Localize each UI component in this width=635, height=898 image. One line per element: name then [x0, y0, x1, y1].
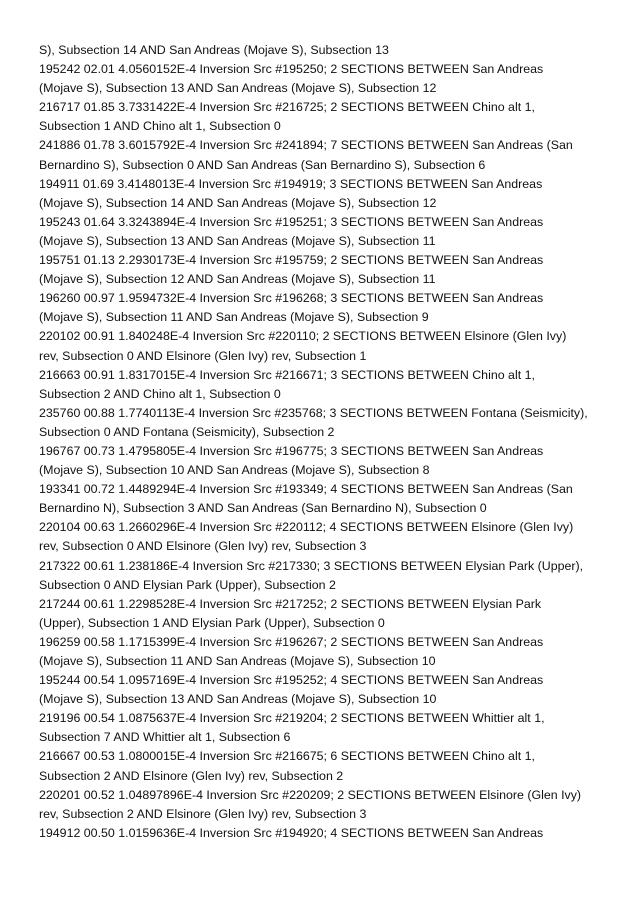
text-line: 193341 00.72 1.4489294E-4 Inversion Src #193349; 4 SECTIONS BETWEEN San Andreas (San: [39, 482, 573, 497]
text-line: (Mojave S), Subsection 13 AND San Andreas (Mojave S), Subsection 12: [39, 81, 437, 96]
text-line: 216717 01.85 3.7331422E-4 Inversion Src #216725; 2 SECTIONS BETWEEN Chino alt 1,: [39, 100, 535, 115]
text-line: Subsection 1 AND Chino alt 1, Subsection 0: [39, 119, 281, 134]
text-line: 196767 00.73 1.4795805E-4 Inversion Src #196775; 3 SECTIONS BETWEEN San Andreas: [39, 443, 544, 458]
text-line: 216663 00.91 1.8317015E-4 Inversion Src #216671; 3 SECTIONS BETWEEN Chino alt 1,: [39, 367, 535, 382]
text-line: 195244 00.54 1.0957169E-4 Inversion Src #195252; 4 SECTIONS BETWEEN San Andreas: [39, 673, 544, 688]
text-line: 194911 01.69 3.4148013E-4 Inversion Src #194919; 3 SECTIONS BETWEEN San Andreas: [39, 176, 543, 191]
text-line: (Mojave S), Subsection 10 AND San Andreas (Mojave S), Subsection 8: [39, 463, 430, 478]
text-line: Subsection 0 AND Elysian Park (Upper), Subsection 2: [39, 577, 336, 592]
text-line: (Mojave S), Subsection 11 AND San Andreas (Mojave S), Subsection 9: [39, 310, 429, 325]
text-line: 196260 00.97 1.9594732E-4 Inversion Src #196268; 3 SECTIONS BETWEEN San Andreas: [39, 291, 544, 306]
text-line: 217322 00.61 1.238186E-4 Inversion Src #217330; 3 SECTIONS BETWEEN Elysian Park (Upper),: [39, 558, 584, 573]
text-line: 195751 01.13 2.2930173E-4 Inversion Src #195759; 2 SECTIONS BETWEEN San Andreas: [39, 253, 544, 268]
text-line: 196259 00.58 1.1715399E-4 Inversion Src #196267; 2 SECTIONS BETWEEN San Andreas: [39, 634, 544, 649]
text-line: Subsection 7 AND Whittier alt 1, Subsection 6: [39, 730, 291, 745]
text-line: (Mojave S), Subsection 14 AND San Andreas (Mojave S), Subsection 12: [39, 195, 437, 210]
text-line: 194912 00.50 1.0159636E-4 Inversion Src #194920; 4 SECTIONS BETWEEN San Andreas: [39, 825, 544, 840]
text-line: (Upper), Subsection 1 AND Elysian Park (Upper), Subsection 0: [39, 615, 385, 630]
text-line: Bernardino N), Subsection 3 AND San Andreas (San Bernardino N), Subsection 0: [39, 501, 487, 516]
text-line: Subsection 0 AND Fontana (Seismicity), Subsection 2: [39, 424, 335, 439]
text-line: 195243 01.64 3.3243894E-4 Inversion Src #195251; 3 SECTIONS BETWEEN San Andreas: [39, 214, 544, 229]
text-line: (Mojave S), Subsection 13 AND San Andreas (Mojave S), Subsection 11: [39, 233, 436, 248]
text-line: 220201 00.52 1.04897896E-4 Inversion Src #220209; 2 SECTIONS BETWEEN Elsinore (Glen Ivy): [39, 787, 582, 802]
document-text: [39, 41, 629, 843]
text-line: S), Subsection 14 AND San Andreas (Mojave S), Subsection 13: [39, 43, 389, 57]
text-line: 241886 01.78 3.6015792E-4 Inversion Src #241894; 7 SECTIONS BETWEEN San Andreas (San: [39, 138, 573, 153]
text-line: rev, Subsection 2 AND Elsinore (Glen Ivy) rev, Subsection 3: [39, 806, 367, 821]
text-line: 216667 00.53 1.0800015E-4 Inversion Src #216675; 6 SECTIONS BETWEEN Chino alt 1,: [39, 749, 535, 764]
text-line: 220104 00.63 1.2660296E-4 Inversion Src #220112; 4 SECTIONS BETWEEN Elsinore (Glen Ivy): [39, 520, 574, 535]
text-line: (Mojave S), Subsection 13 AND San Andreas (Mojave S), Subsection 10: [39, 692, 437, 707]
text-line: Subsection 2 AND Chino alt 1, Subsection 0: [39, 386, 281, 401]
text-line: rev, Subsection 0 AND Elsinore (Glen Ivy) rev, Subsection 1: [39, 348, 367, 363]
text-line: Subsection 2 AND Elsinore (Glen Ivy) rev, Subsection 2: [39, 768, 344, 783]
text-line: (Mojave S), Subsection 12 AND San Andreas (Mojave S), Subsection 11: [39, 272, 436, 287]
text-line: Bernardino S), Subsection 0 AND San Andreas (San Bernardino S), Subsection 6: [39, 157, 486, 172]
text-line: (Mojave S), Subsection 11 AND San Andreas (Mojave S), Subsection 10: [39, 654, 436, 668]
text-line: rev, Subsection 0 AND Elsinore (Glen Ivy) rev, Subsection 3: [39, 539, 367, 554]
text-line: 220102 00.91 1.840248E-4 Inversion Src #220110; 2 SECTIONS BETWEEN Elsinore (Glen Ivy): [39, 329, 567, 344]
text-line: 219196 00.54 1.0875637E-4 Inversion Src #219204; 2 SECTIONS BETWEEN Whittier alt 1,: [39, 711, 545, 726]
text-line: 235760 00.88 1.7740113E-4 Inversion Src #235768; 3 SECTIONS BETWEEN Fontana (Seismicity),: [39, 405, 588, 420]
text-line: 217244 00.61 1.2298528E-4 Inversion Src #217252; 2 SECTIONS BETWEEN Elysian Park: [39, 596, 542, 611]
text-line: 195242 02.01 4.0560152E-4 Inversion Src #195250; 2 SECTIONS BETWEEN San Andreas: [39, 62, 544, 77]
